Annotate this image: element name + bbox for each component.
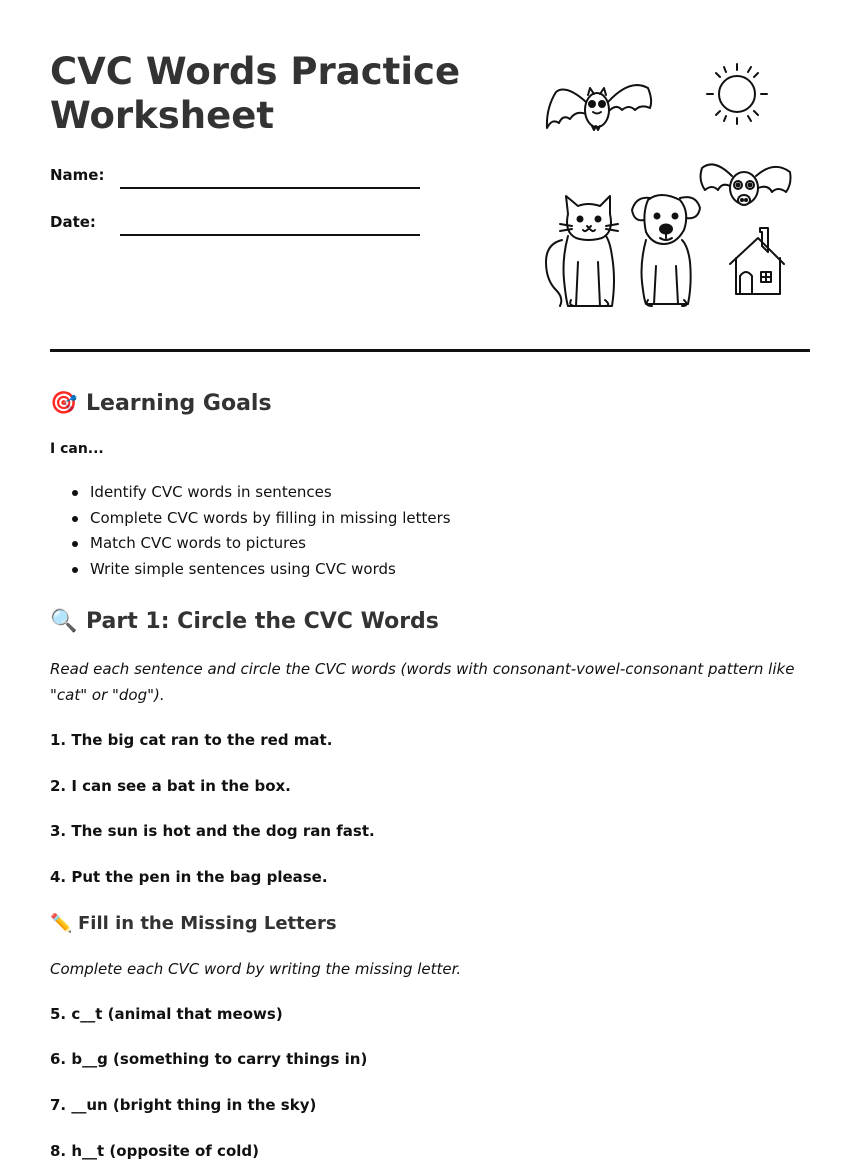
worksheet-title: CVC Words Practice Worksheet bbox=[50, 50, 461, 137]
name-line bbox=[120, 187, 420, 189]
sun-icon bbox=[707, 64, 767, 124]
pencil-icon: ✏️ bbox=[50, 913, 73, 934]
fill-in-instructions: Complete each CVC word by writing the missing letter. bbox=[50, 960, 462, 978]
part1-title: Part 1: Circle the CVC Words bbox=[86, 609, 439, 634]
date-line bbox=[120, 234, 420, 236]
list-item: Write simple sentences using CVC words bbox=[50, 557, 451, 583]
question-4: 4. Put the pen in the bag please. bbox=[50, 868, 328, 886]
learning-goals-heading bbox=[50, 390, 272, 418]
house-icon bbox=[730, 228, 784, 294]
question-6: 6. b__g (something to carry things in) bbox=[50, 1050, 368, 1068]
magnifier-icon: 🔍 bbox=[50, 609, 78, 634]
name-label: Name: bbox=[50, 166, 105, 184]
bat-icon bbox=[547, 85, 651, 130]
list-item: Match CVC words to pictures bbox=[50, 531, 451, 557]
question-7: 7. __un (bright thing in the sky) bbox=[50, 1096, 317, 1114]
question-1: 1. The big cat ran to the red mat. bbox=[50, 731, 333, 749]
question-8: 8. h__t (opposite of cold) bbox=[50, 1142, 259, 1160]
goals-list bbox=[50, 480, 451, 583]
date-label: Date: bbox=[50, 213, 96, 231]
learning-goals-title: Learning Goals bbox=[86, 391, 272, 416]
header-divider bbox=[50, 349, 810, 352]
cvc-clipart bbox=[540, 58, 800, 318]
dog-icon bbox=[632, 195, 700, 306]
goals-intro: I can... bbox=[50, 441, 104, 457]
fill-in-heading bbox=[50, 912, 337, 936]
part1-instructions: Read each sentence and circle the CVC words (words with consonant-vowel-consonant pattern like "cat" or "dog"). bbox=[50, 660, 795, 704]
fill-in-title: Fill in the Missing Letters bbox=[78, 913, 337, 934]
part1-heading bbox=[50, 608, 439, 636]
target-icon: 🎯 bbox=[50, 391, 78, 416]
question-5: 5. c__t (animal that meows) bbox=[50, 1005, 283, 1023]
list-item: Identify CVC words in sentences bbox=[50, 480, 451, 506]
cat-icon bbox=[546, 196, 618, 306]
question-3: 3. The sun is hot and the dog ran fast. bbox=[50, 822, 375, 840]
question-2: 2. I can see a bat in the box. bbox=[50, 777, 291, 795]
bat-icon bbox=[701, 164, 791, 205]
list-item: Complete CVC words by filling in missing letters bbox=[50, 506, 451, 532]
